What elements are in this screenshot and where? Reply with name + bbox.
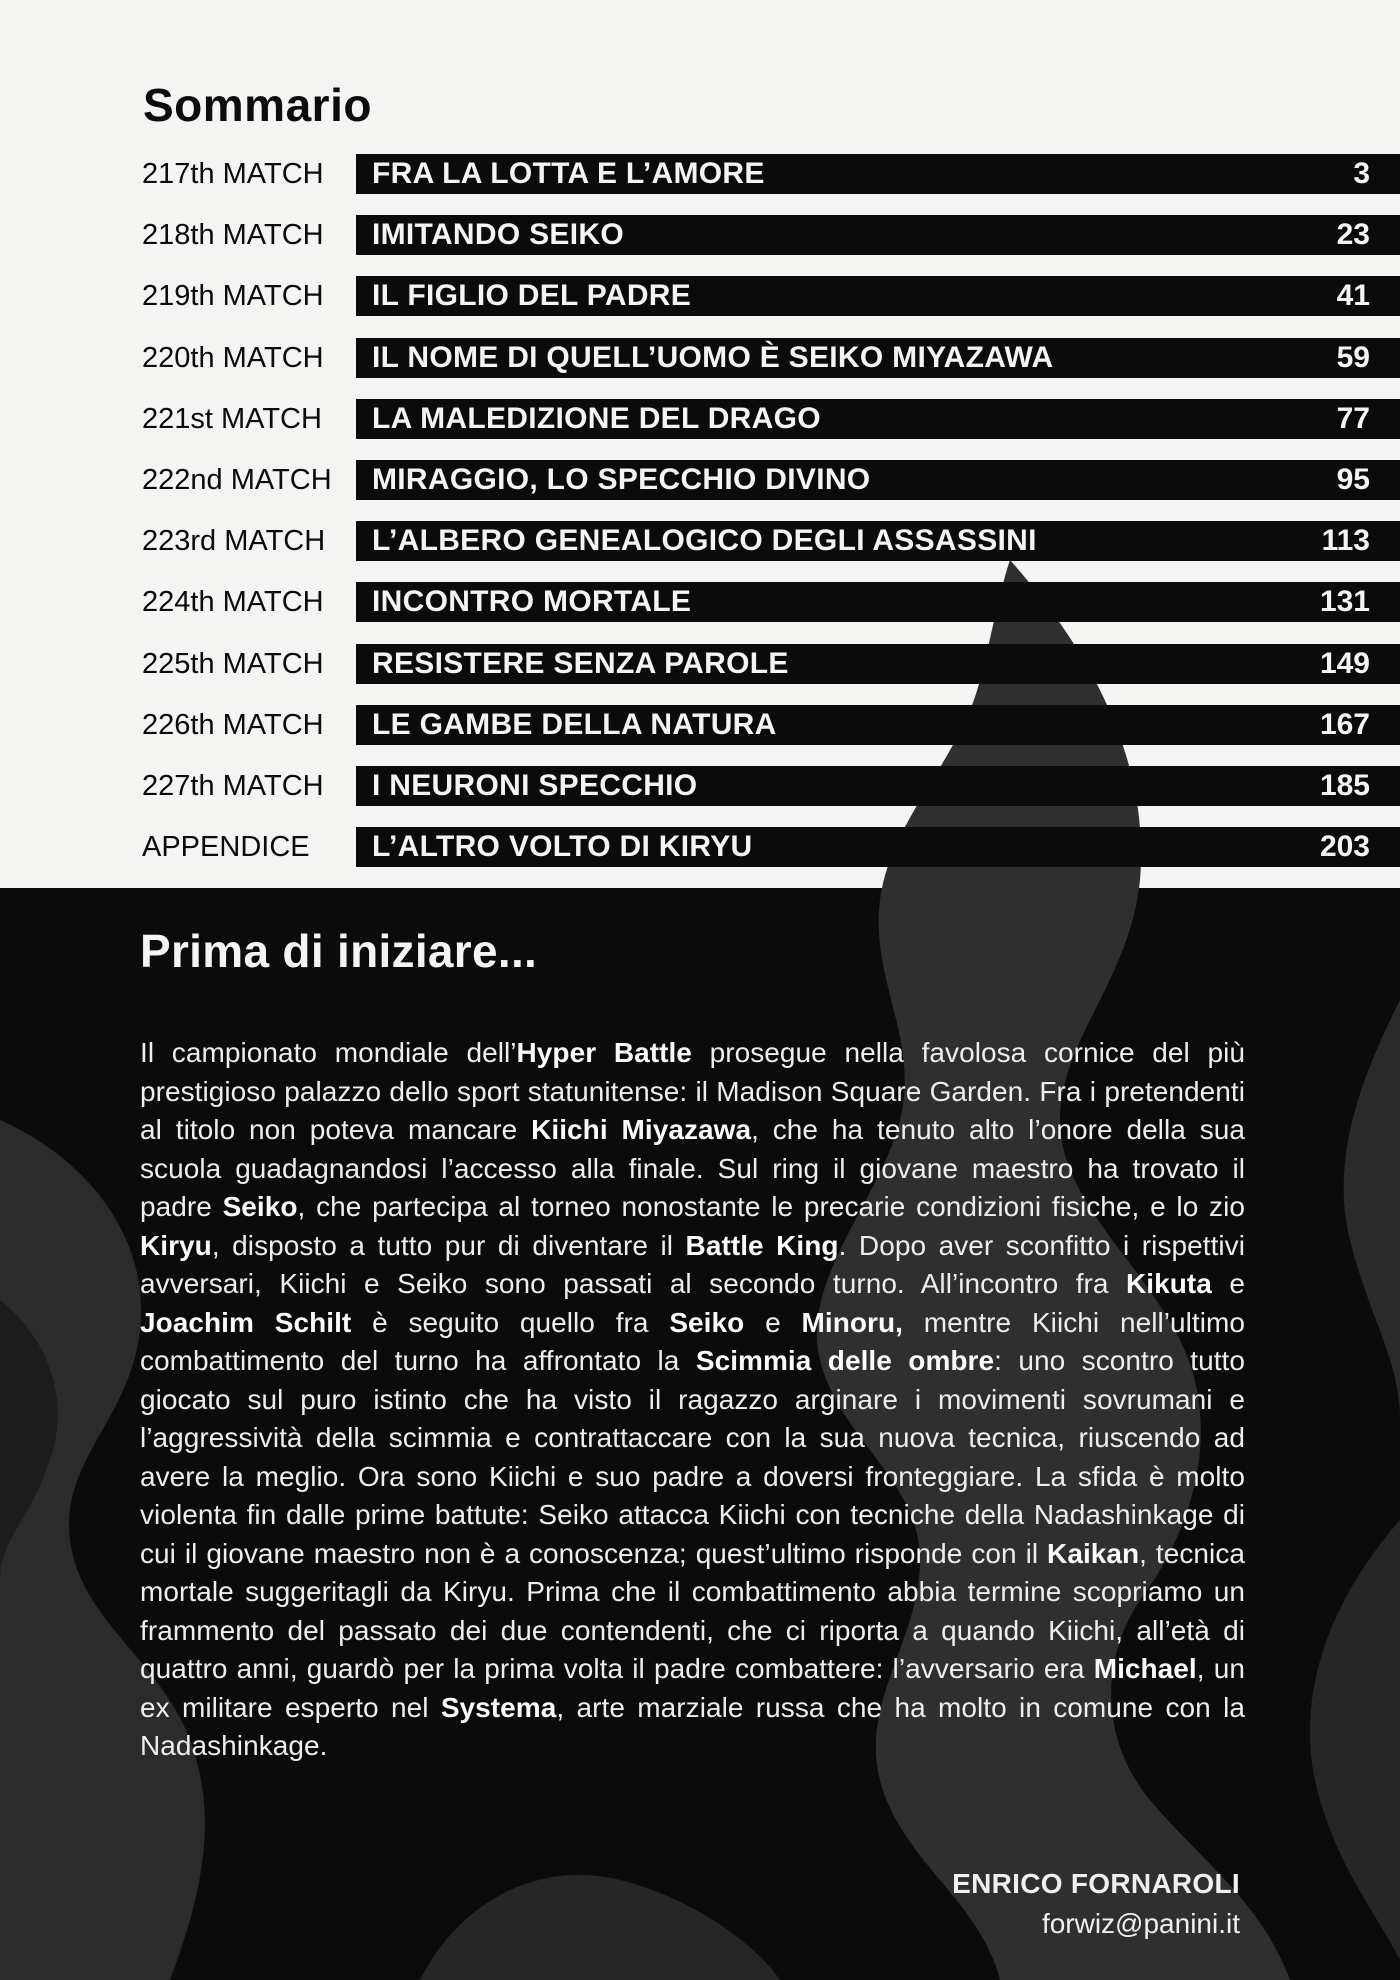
toc-row[interactable] [140, 276, 1400, 316]
intro-text-run: , che partecipa al torneo nonostante le precarie condizioni fisiche, e lo zio [297, 1191, 1245, 1222]
toc-row[interactable] [140, 705, 1400, 745]
toc-page-number: 185 [1319, 769, 1370, 802]
intro-text-run: e [744, 1306, 802, 1338]
toc-page-number: 203 [1319, 830, 1370, 864]
toc-chapter-title: IL FIGLIO DEL PADRE [372, 279, 692, 313]
toc-row[interactable] [140, 521, 1400, 561]
toc-row[interactable] [140, 460, 1400, 500]
toc-chapter-title: IMITANDO SEIKO [372, 218, 624, 252]
toc-page-number: 41 [1336, 279, 1370, 313]
intro-highlight: Seiko [669, 1306, 745, 1338]
toc-chapter-title: L’ALTRO VOLTO DI KIRYU [372, 830, 753, 864]
toc-page-number: 167 [1319, 707, 1370, 741]
intro-text-run: prosegue nella favolosa cornice del più prestigioso palazzo dello sport statunitense: il Madison Square Garden. Fra i pretendenti al titolo non poteva mancare [140, 1037, 1245, 1145]
intro-title: Prima di iniziare... [140, 925, 538, 977]
toc-match-label: 221st MATCH [140, 399, 356, 439]
intro-text-run: , tecnica mortale suggeritagli da Kiryu. Prima che il combattimento abbia termine scopriamo un frammento del passato dei due contendenti, che ci riporta a quando Kiichi, all’età di quattro anni, guardò per la prima volta il padre combattere: l’avversario era [140, 1537, 1245, 1684]
toc-row[interactable] [140, 154, 1400, 194]
intro-text-run: , che ha tenuto alto l’onore della sua scuola guadagnandosi l’accesso alla finale. Sul ring il giovane maestro ha trovato il padre [140, 1114, 1245, 1222]
intro-highlight: Kiichi Miyazawa [531, 1114, 752, 1145]
author-email-link[interactable]: forwiz@panini.it [1041, 1908, 1240, 1939]
toc-match-label: APPENDICE [140, 827, 356, 867]
intro-highlight: Scimmia delle ombre [695, 1345, 995, 1376]
toc-page-number: 59 [1336, 340, 1370, 374]
intro-text-run: , arte marziale russa che ha molto in comune con la Nadashinkage. [140, 1691, 1245, 1761]
toc-match-label: 222nd MATCH [140, 460, 356, 500]
toc-page-number: 23 [1336, 218, 1370, 252]
intro-text-run: . Dopo aver sconfitto i rispettivi avversari, Kiichi e Seiko sono passati al secondo turno. All’incontro fra [140, 1229, 1245, 1299]
intro-text-run: : uno scontro tutto giocato sul puro istinto che ha visto il ragazzo arginare i movimenti sovrumani e l’aggressività della scimmia e contrattaccare con la sua nuova tecnica, riuscendo ad avere la meglio. Ora sono Kiichi e suo padre a doversi fronteggiare. La sfida è molto violenta fin dalle prime battute: Seiko attacca Kiichi con tecniche della Nadashinkage di cui il giovane maestro non è a conoscenza; quest’ultimo risponde con il [140, 1345, 1245, 1569]
intro-text-run: , disposto a tutto pur di diventare il [211, 1229, 686, 1261]
toc-match-label: 223rd MATCH [140, 521, 356, 561]
intro-highlight: Systema [440, 1691, 557, 1723]
toc-page-number: 77 [1336, 401, 1370, 435]
toc-match-label: 218th MATCH [140, 215, 356, 255]
toc-row[interactable] [140, 582, 1400, 622]
intro-highlight: Seiko [222, 1191, 298, 1222]
intro-text-run: è seguito quello fra [351, 1306, 670, 1338]
signature-block [952, 1864, 1240, 1944]
toc-match-label: 226th MATCH [140, 705, 356, 745]
toc-match-label: 220th MATCH [140, 338, 356, 378]
intro-highlight: Minoru, [801, 1306, 903, 1338]
toc-match-label: 227th MATCH [140, 766, 356, 806]
toc-row[interactable] [140, 644, 1400, 684]
author-name: ENRICO FORNAROLI [952, 1868, 1240, 1899]
toc-row[interactable] [140, 215, 1400, 255]
intro-paragraph [140, 1034, 1245, 1766]
intro-highlight: Battle King [685, 1229, 839, 1261]
toc-page-number: 95 [1336, 463, 1370, 496]
toc-chapter-title: IL NOME DI QUELL’UOMO È SEIKO MIYAZAWA [372, 340, 1054, 374]
intro-text-run: e [1211, 1268, 1246, 1299]
toc-match-label: 225th MATCH [140, 644, 356, 684]
toc-page-number: 113 [1321, 524, 1370, 558]
toc-row[interactable] [140, 399, 1400, 439]
toc-row[interactable] [140, 766, 1400, 806]
toc-chapter-title: LA MALEDIZIONE DEL DRAGO [372, 401, 821, 435]
toc-chapter-title: L’ALBERO GENEALOGICO DEGLI ASSASSINI [372, 524, 1037, 558]
intro-highlight: Michael [1093, 1653, 1197, 1684]
toc-chapter-title: FRA LA LOTTA E L’AMORE [372, 157, 765, 190]
toc-chapter-title: LE GAMBE DELLA NATURA [372, 707, 777, 741]
toc-chapter-title: RESISTERE SENZA PAROLE [372, 646, 789, 680]
intro-text-run: Il campionato mondiale dell’ [140, 1037, 517, 1068]
toc-page-number: 149 [1319, 646, 1370, 680]
toc-row[interactable] [140, 827, 1400, 867]
intro-highlight: Joachim Schilt [140, 1306, 352, 1338]
intro-highlight: Kikuta [1126, 1268, 1212, 1299]
toc-chapter-title: INCONTRO MORTALE [372, 585, 692, 619]
toc-match-label: 224th MATCH [140, 582, 356, 622]
intro-highlight: Kiryu [140, 1229, 212, 1261]
summary-title: Sommario [143, 79, 372, 131]
toc-row[interactable] [140, 338, 1400, 378]
toc-match-label: 217th MATCH [140, 154, 356, 194]
toc-page-number: 3 [1353, 157, 1370, 190]
toc-match-label: 219th MATCH [140, 276, 356, 316]
intro-text-run: mentre Kiichi nell’ultimo combattimento del turno ha affrontato la [140, 1306, 1245, 1376]
toc-page-number: 131 [1319, 585, 1370, 619]
toc-chapter-title: I NEURONI SPECCHIO [372, 769, 698, 802]
toc-chapter-title: MIRAGGIO, LO SPECCHIO DIVINO [372, 463, 871, 496]
intro-highlight: Hyper Battle [516, 1037, 692, 1068]
intro-highlight: Kaikan [1047, 1537, 1140, 1569]
intro-text-run: , un ex militare esperto nel [140, 1653, 1246, 1723]
